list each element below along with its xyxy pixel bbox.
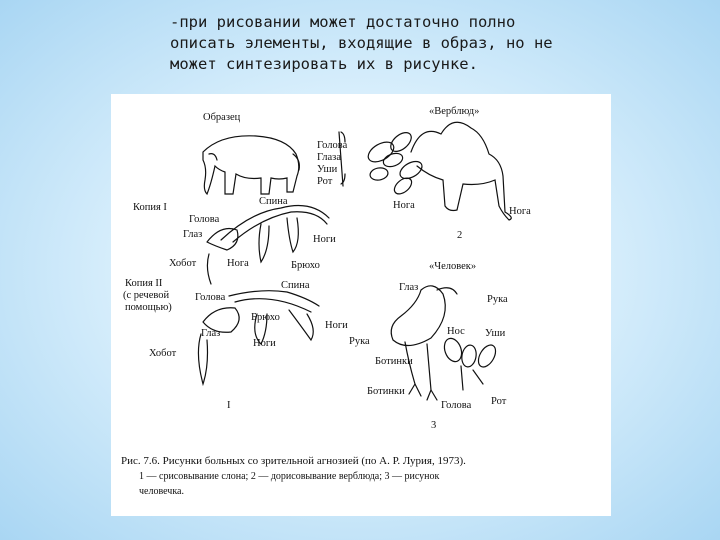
h-boots-label-two: Ботинки [367,386,405,397]
heading-copy-two: Копия II [125,278,163,289]
c1-legs-label: Ноги [313,234,336,245]
c2-legs-label-two: Ноги [253,338,276,349]
c2-number: I [227,400,231,411]
figure-card [111,94,611,516]
c2-trunk-label: Хобот [149,348,177,359]
c2-eye-label: Глаз [201,328,221,339]
h-boots-label: Ботинки [375,356,413,367]
title-line: может синтезировать их в рисунке. [170,55,478,73]
h-number: 3 [431,420,437,431]
title-line: описать элементы, входящие в образ, но не [170,34,553,52]
camel-number: 2 [457,230,463,241]
c1-eye-label: Глаз [183,229,203,240]
c1-spine-label: Спина [259,196,288,207]
c1-leg-label: Нога [227,258,249,269]
camel-label-eyes: Глаза [317,152,341,163]
h-arm-label: Рука [487,294,508,305]
caption-line-1: Рис. 7.6. Рисунки больных со зрительной агнозией (по А. Р. Лурия, 1973). [121,455,466,467]
camel-label-mouth: Рот [317,176,333,187]
camel-label-head: Голова [317,140,348,151]
h-nose-label: Нос [447,326,465,337]
elephant-sample-drawing [203,136,299,194]
c1-head-label: Голова [189,214,220,225]
h-eye-label: Глаз [399,282,419,293]
h-head-label: Голова [441,400,472,411]
copy-two-note-1: (с речевой [123,290,170,301]
title-line: -при рисовании может достаточно полно [170,13,516,31]
caption-line-3: человечка. [139,486,184,497]
camel-leg-label: Нога [393,200,415,211]
c2-spine-label: Спина [281,280,310,291]
caption-line-2: 1 — срисовывание слона; 2 — дорисовывание верблюда; 3 — рисунок [139,471,440,482]
heading-copy-one: Копия I [133,202,167,213]
human-drawing [391,286,499,400]
h-ears-label: Уши [485,328,506,339]
heading-human: «Человек» [429,261,477,272]
figure-caption [121,454,601,499]
heading-sample: Образец [203,112,241,123]
camel-drawing [339,122,511,220]
c1-belly-label: Брюхо [291,260,320,271]
slide-title [170,12,640,75]
heading-camel: «Верблюд» [429,106,480,117]
figure-drawings [111,94,611,454]
c2-legs-label: Ноги [325,320,348,331]
camel-leg-label-two: Нога [509,206,531,217]
c1-trunk-label: Хобот [169,258,197,269]
copy-one-drawing [207,206,329,284]
camel-label-ears: Уши [317,164,338,175]
h-mouth-label: Рот [491,396,507,407]
c2-belly-label: Брюхо [251,312,280,323]
c2-head-label: Голова [195,292,226,303]
h-arm-label-two: Рука [349,336,370,347]
copy-two-note-2: помощью) [125,302,172,313]
